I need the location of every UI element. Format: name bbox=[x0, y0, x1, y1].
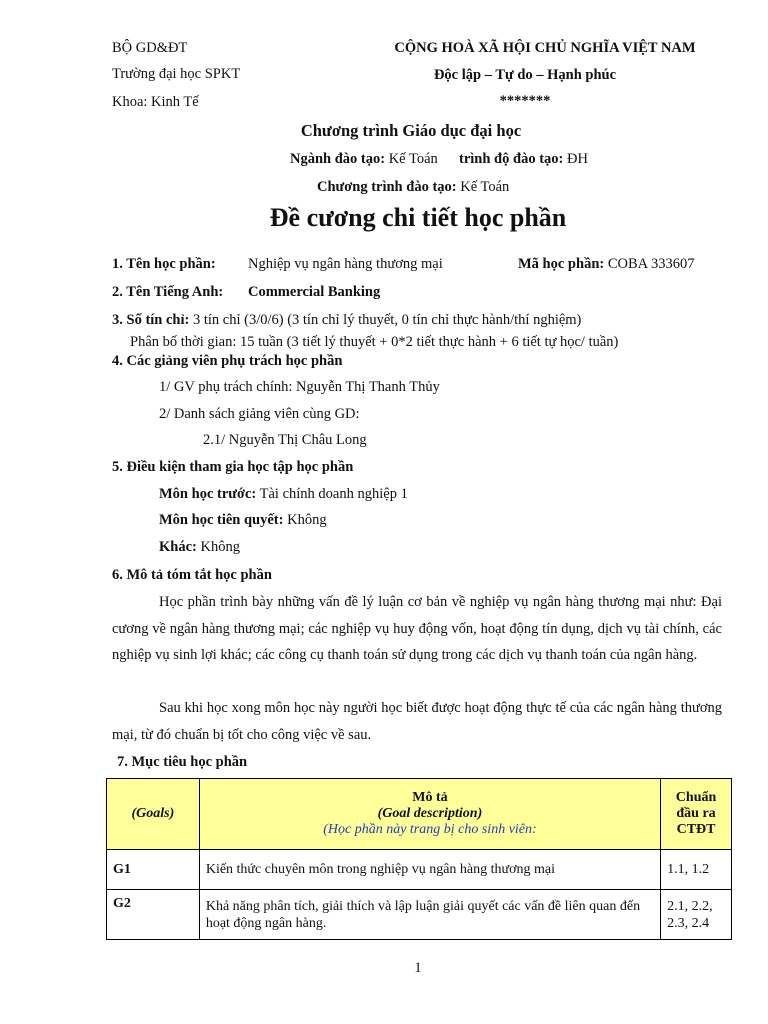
header-desc-english: (Goal description) bbox=[377, 806, 483, 821]
major-label: Ngành đào tạo: bbox=[290, 151, 386, 167]
co-lecturer-1: 2.1/ Nguyễn Thị Châu Long bbox=[203, 432, 367, 448]
conditions-heading: 5. Điều kiện tham gia học tập học phần bbox=[112, 459, 354, 475]
previous-course-value: Tài chính doanh nghiệp 1 bbox=[259, 486, 408, 502]
credits-value: 3 tín chỉ (3/0/6) (3 tín chỉ lý thuyết, 0 tín chỉ thực hành/thí nghiệm) bbox=[192, 312, 582, 328]
other-condition-line bbox=[159, 539, 240, 556]
course-code-value: COBA 333607 bbox=[607, 256, 695, 272]
prerequisite-label: Môn học tiên quyết: bbox=[159, 512, 284, 528]
table-row bbox=[107, 890, 732, 940]
goal-description: Khả năng phân tích, giải thích và lập luận giải quyết các vấn đề liên quan đến hoạt động ngân hàng. bbox=[199, 890, 660, 940]
motto-stars: ******* bbox=[499, 93, 551, 109]
objectives-table bbox=[106, 778, 732, 940]
major-line bbox=[290, 151, 588, 168]
header-goals-text: (Goals) bbox=[131, 806, 175, 821]
course-name-value: Nghiệp vụ ngân hàng thương mại bbox=[248, 256, 443, 272]
goal-outcomes: 2.1, 2.2, 2.3, 2.4 bbox=[661, 890, 732, 940]
previous-course-line bbox=[159, 486, 408, 503]
credits-label: 3. Số tín chỉ: bbox=[112, 312, 190, 328]
level-label: trình độ đào tạo: bbox=[459, 151, 564, 167]
header-desc-title: Mô tả bbox=[412, 790, 448, 805]
goal-id: G1 bbox=[107, 850, 200, 890]
country-name: CỘNG HOÀ XÃ HỘI CHỦ NGHĨA VIỆT NAM bbox=[394, 40, 696, 56]
objectives-heading: 7. Mục tiêu học phần bbox=[117, 754, 248, 770]
header-outcomes-line-2: đầu ra bbox=[676, 806, 716, 821]
program-label: Chương trình đào tạo: bbox=[317, 179, 457, 195]
level-value: ĐH bbox=[566, 151, 588, 167]
english-name-label: 2. Tên Tiếng Anh: bbox=[112, 284, 224, 300]
header-goals bbox=[107, 779, 200, 850]
motto: Độc lập – Tự do – Hạnh phúc bbox=[433, 67, 617, 83]
header-desc-note: (Học phần này trang bị cho sinh viên: bbox=[323, 822, 537, 837]
course-code-line bbox=[518, 256, 694, 273]
header-outcomes-line-1: Chuẩn bbox=[675, 790, 717, 805]
main-lecturer: 1/ GV phụ trách chính: Nguyễn Thị Thanh Thủy bbox=[159, 379, 440, 395]
goal-description: Kiến thức chuyên môn trong nghiệp vụ ngân hàng thương mại bbox=[199, 850, 660, 890]
other-condition-value: Không bbox=[200, 539, 240, 555]
major-value: Kế Toán bbox=[388, 151, 438, 167]
header-description bbox=[199, 779, 660, 850]
credits-line bbox=[112, 312, 581, 329]
time-allocation: Phân bố thời gian: 15 tuần (3 tiết lý thuyết + 0*2 tiết thực hành + 6 tiết tự học/ tuần) bbox=[130, 334, 619, 350]
program-value: Kế Toán bbox=[460, 179, 510, 195]
goal-id: G2 bbox=[107, 890, 200, 940]
other-condition-label: Khác: bbox=[159, 539, 197, 555]
table-header-row bbox=[107, 779, 732, 850]
header-outcomes-line-3: CTĐT bbox=[676, 822, 716, 837]
summary-heading: 6. Mô tả tóm tắt học phần bbox=[112, 567, 272, 583]
english-name-value: Commercial Banking bbox=[248, 284, 381, 300]
table-row bbox=[107, 850, 732, 890]
previous-course-label: Môn học trước: bbox=[159, 486, 257, 502]
page-number: 1 bbox=[414, 960, 422, 976]
document-title: Đề cương chi tiết học phần bbox=[269, 203, 567, 232]
program-title: Chương trình Giáo dục đại học bbox=[300, 121, 522, 140]
program-line bbox=[317, 179, 509, 196]
co-lecturers-label: 2/ Danh sách giảng viên cùng GD: bbox=[159, 406, 360, 422]
lecturers-heading: 4. Các giảng viên phụ trách học phần bbox=[112, 353, 343, 369]
course-name-label: 1. Tên học phần: bbox=[112, 256, 216, 272]
course-code-label: Mã học phần: bbox=[518, 256, 605, 272]
summary-paragraph-2: Sau khi học xong môn học này người học biết được hoạt động thực tế của các ngân hàng thương mại, từ đó chuẩn bị tốt cho công việc về sau. bbox=[112, 700, 722, 743]
goal-outcomes: 1.1, 1.2 bbox=[661, 850, 732, 890]
ministry-label: BỘ GD&ĐT bbox=[112, 40, 188, 56]
header-outcomes bbox=[661, 779, 732, 850]
prerequisite-line bbox=[159, 512, 327, 529]
faculty-label: Khoa: Kinh Tế bbox=[112, 94, 199, 110]
university-label: Trường đại học SPKT bbox=[112, 66, 241, 82]
prerequisite-value: Không bbox=[287, 512, 327, 528]
summary-paragraph-1: Học phần trình bày những vấn đề lý luận cơ bản về nghiệp vụ ngân hàng thương mại như: Đại cương về ngân hàng thương mại; các nghiệp vụ huy động vốn, hoạt động tín dụng, dịch vụ tài chính, các nghiệp vụ sinh lợi khác; các công cụ thanh toán sử dụng trong các dịch vụ thanh toán của ngân hàng. bbox=[112, 594, 722, 663]
